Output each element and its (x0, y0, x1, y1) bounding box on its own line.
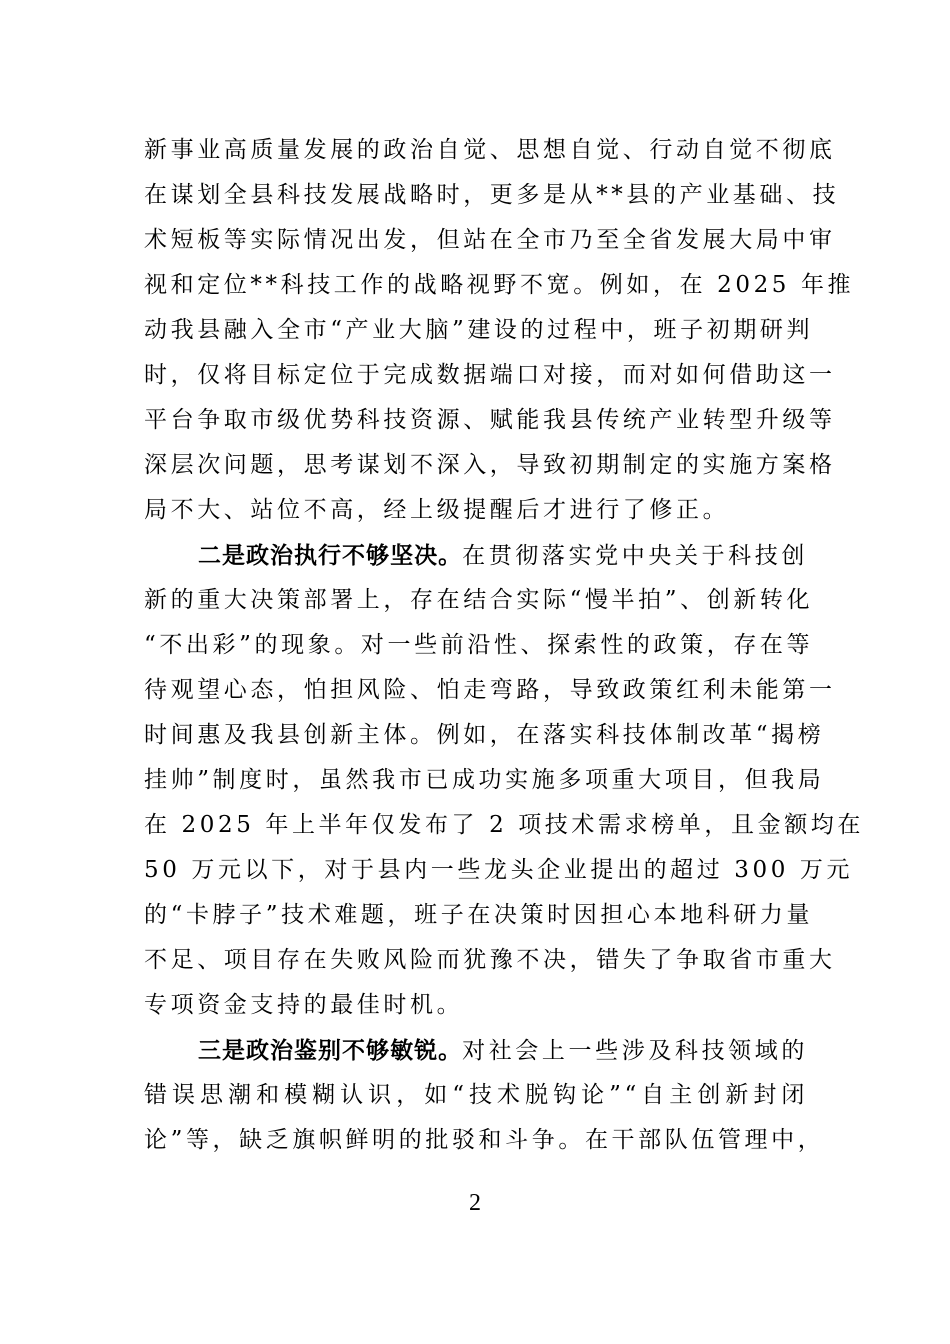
text-line: 挂帅”制度时，虽然我市已成功实施多项重大项目，但我局 (144, 767, 825, 793)
paragraph-first-line (144, 533, 808, 578)
text-run: 在贯彻落实党中央关于科技创 (462, 543, 808, 569)
text-line: 论”等，缺乏旗帜鲜明的批驳和斗争。在干部队伍管理中， (144, 1127, 825, 1153)
paragraph-heading: 二是政治执行不够坚决。 (198, 542, 463, 569)
text-line: 动我县融入全市“产业大脑”建设的过程中，班子初期研判 (144, 317, 814, 343)
page-number: 2 (469, 1190, 481, 1216)
text-line: 平台争取市级优势科技资源、赋能我县传统产业转型升级等 (144, 407, 836, 433)
paragraph-continuation (144, 128, 855, 533)
document-body (144, 128, 865, 1163)
text-line: 术短板等实际情况出发，但站在全市乃至全省发展大局中审 (144, 227, 836, 253)
text-line: 50 万元以下，对于县内一些龙头企业提出的超过 300 万元 (144, 857, 854, 883)
text-line: 待观望心态，怕担风险、怕走弯路，导致政策红利未能第一 (144, 677, 836, 703)
text-line: 视和定位**科技工作的战略视野不宽。例如，在 2025 年推 (144, 272, 855, 298)
text-line: “不出彩”的现象。对一些前沿性、探索性的政策，存在等 (144, 632, 814, 658)
text-line: 在 2025 年上半年仅发布了 2 项技术需求榜单，且金额均在 (144, 812, 865, 838)
text-line: 深层次问题，思考谋划不深入，导致初期制定的实施方案格 (144, 452, 836, 478)
text-line: 时，仅将目标定位于完成数据端口对接，而对如何借助这一 (144, 362, 836, 388)
text-line: 局不大、站位不高，经上级提醒后才进行了修正。 (144, 497, 730, 523)
paragraph-political-discernment (144, 1028, 825, 1163)
paragraph-heading: 三是政治鉴别不够敏锐。 (198, 1037, 463, 1064)
paragraph-first-line (144, 1028, 808, 1073)
text-line: 不足、项目存在失败风险而犹豫不决，错失了争取省市重大 (144, 947, 836, 973)
text-line: 在谋划全县科技发展战略时，更多是从**县的产业基础、技 (144, 182, 840, 208)
text-line: 时间惠及我县创新主体。例如，在落实科技体制改革“揭榜 (144, 722, 825, 748)
paragraph-political-execution (144, 533, 865, 1028)
text-line: 错误思潮和模糊认识，如“技术脱钩论”“自主创新封闭 (144, 1082, 808, 1108)
text-run: 对社会上一些涉及科技领域的 (462, 1038, 808, 1064)
text-line: 专项资金支持的最佳时机。 (144, 992, 464, 1018)
text-line: 新事业高质量发展的政治自觉、思想自觉、行动自觉不彻底 (144, 137, 836, 163)
text-line: 新的重大决策部署上，存在结合实际“慢半拍”、创新转化 (144, 587, 814, 613)
text-line: 的“卡脖子”技术难题，班子在决策时因担心本地科研力量 (144, 902, 814, 928)
